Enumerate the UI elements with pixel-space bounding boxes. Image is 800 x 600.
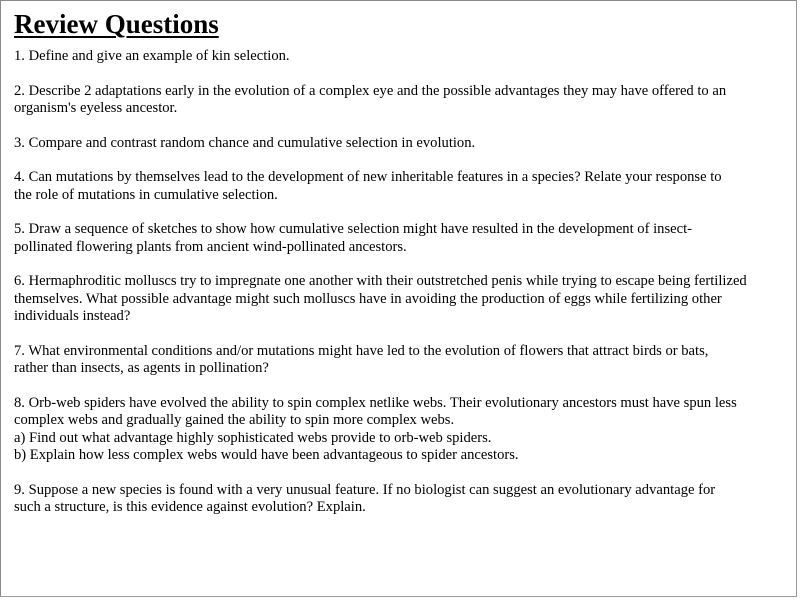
question-8 <box>14 395 784 465</box>
question-line: individuals instead? <box>14 308 131 324</box>
question-line: 8. Orb-web spiders have evolved the ability to spin complex netlike webs. Their evolutionary ancestors must have spun less <box>14 394 737 411</box>
question-line: 9. Suppose a new species is found with a very unusual feature. If no biologist can suggest an evolutionary advantage for <box>14 481 716 498</box>
question-line: rather than insects, as agents in pollination? <box>14 360 269 376</box>
question-line: organism's eyeless ancestor. <box>14 100 178 116</box>
question-line: 2. Describe 2 adaptations early in the evolution of a complex eye and the possible advantages they may have offered to an <box>14 82 727 99</box>
question-line: complex webs and gradually gained the ability to spin more complex webs. <box>14 412 455 428</box>
question-3 <box>14 135 784 153</box>
question-line: themselves. What possible advantage might such molluscs have in avoiding the production of eggs while fertilizing other <box>14 290 722 307</box>
question-line: 7. What environmental conditions and/or mutations might have led to the evolution of flowers that attract birds or bats, <box>14 342 709 359</box>
question-4 <box>14 169 784 204</box>
question-line: a) Find out what advantage highly sophisticated webs provide to orb-web spiders. <box>14 429 492 446</box>
question-line: pollinated flowering plants from ancient wind-pollinated ancestors. <box>14 238 407 255</box>
question-line: b) Explain how less complex webs would have been advantageous to spider ancestors. <box>14 447 519 463</box>
question-6 <box>14 273 784 326</box>
question-line: 5. Draw a sequence of sketches to show how cumulative selection might have resulted in the development of insect- <box>14 221 693 237</box>
page-title: Review Questions <box>14 9 219 39</box>
question-1 <box>14 48 784 66</box>
question-list <box>14 48 784 534</box>
question-line: 6. Hermaphroditic molluscs try to impregnate one another with their outstretched penis while trying to escape being fertilized <box>14 273 747 289</box>
question-line: the role of mutations in cumulative selection. <box>14 186 278 203</box>
question-line: 3. Compare and contrast random chance and cumulative selection in evolution. <box>14 134 476 151</box>
question-line: 4. Can mutations by themselves lead to the development of new inheritable features in a species? Relate your response to <box>14 169 722 185</box>
question-line: such a structure, is this evidence against evolution? Explain. <box>14 499 366 515</box>
question-5 <box>14 221 784 256</box>
question-9 <box>14 482 784 517</box>
question-line: 1. Define and give an example of kin selection. <box>14 48 290 64</box>
question-7 <box>14 343 784 378</box>
question-2 <box>14 83 784 118</box>
